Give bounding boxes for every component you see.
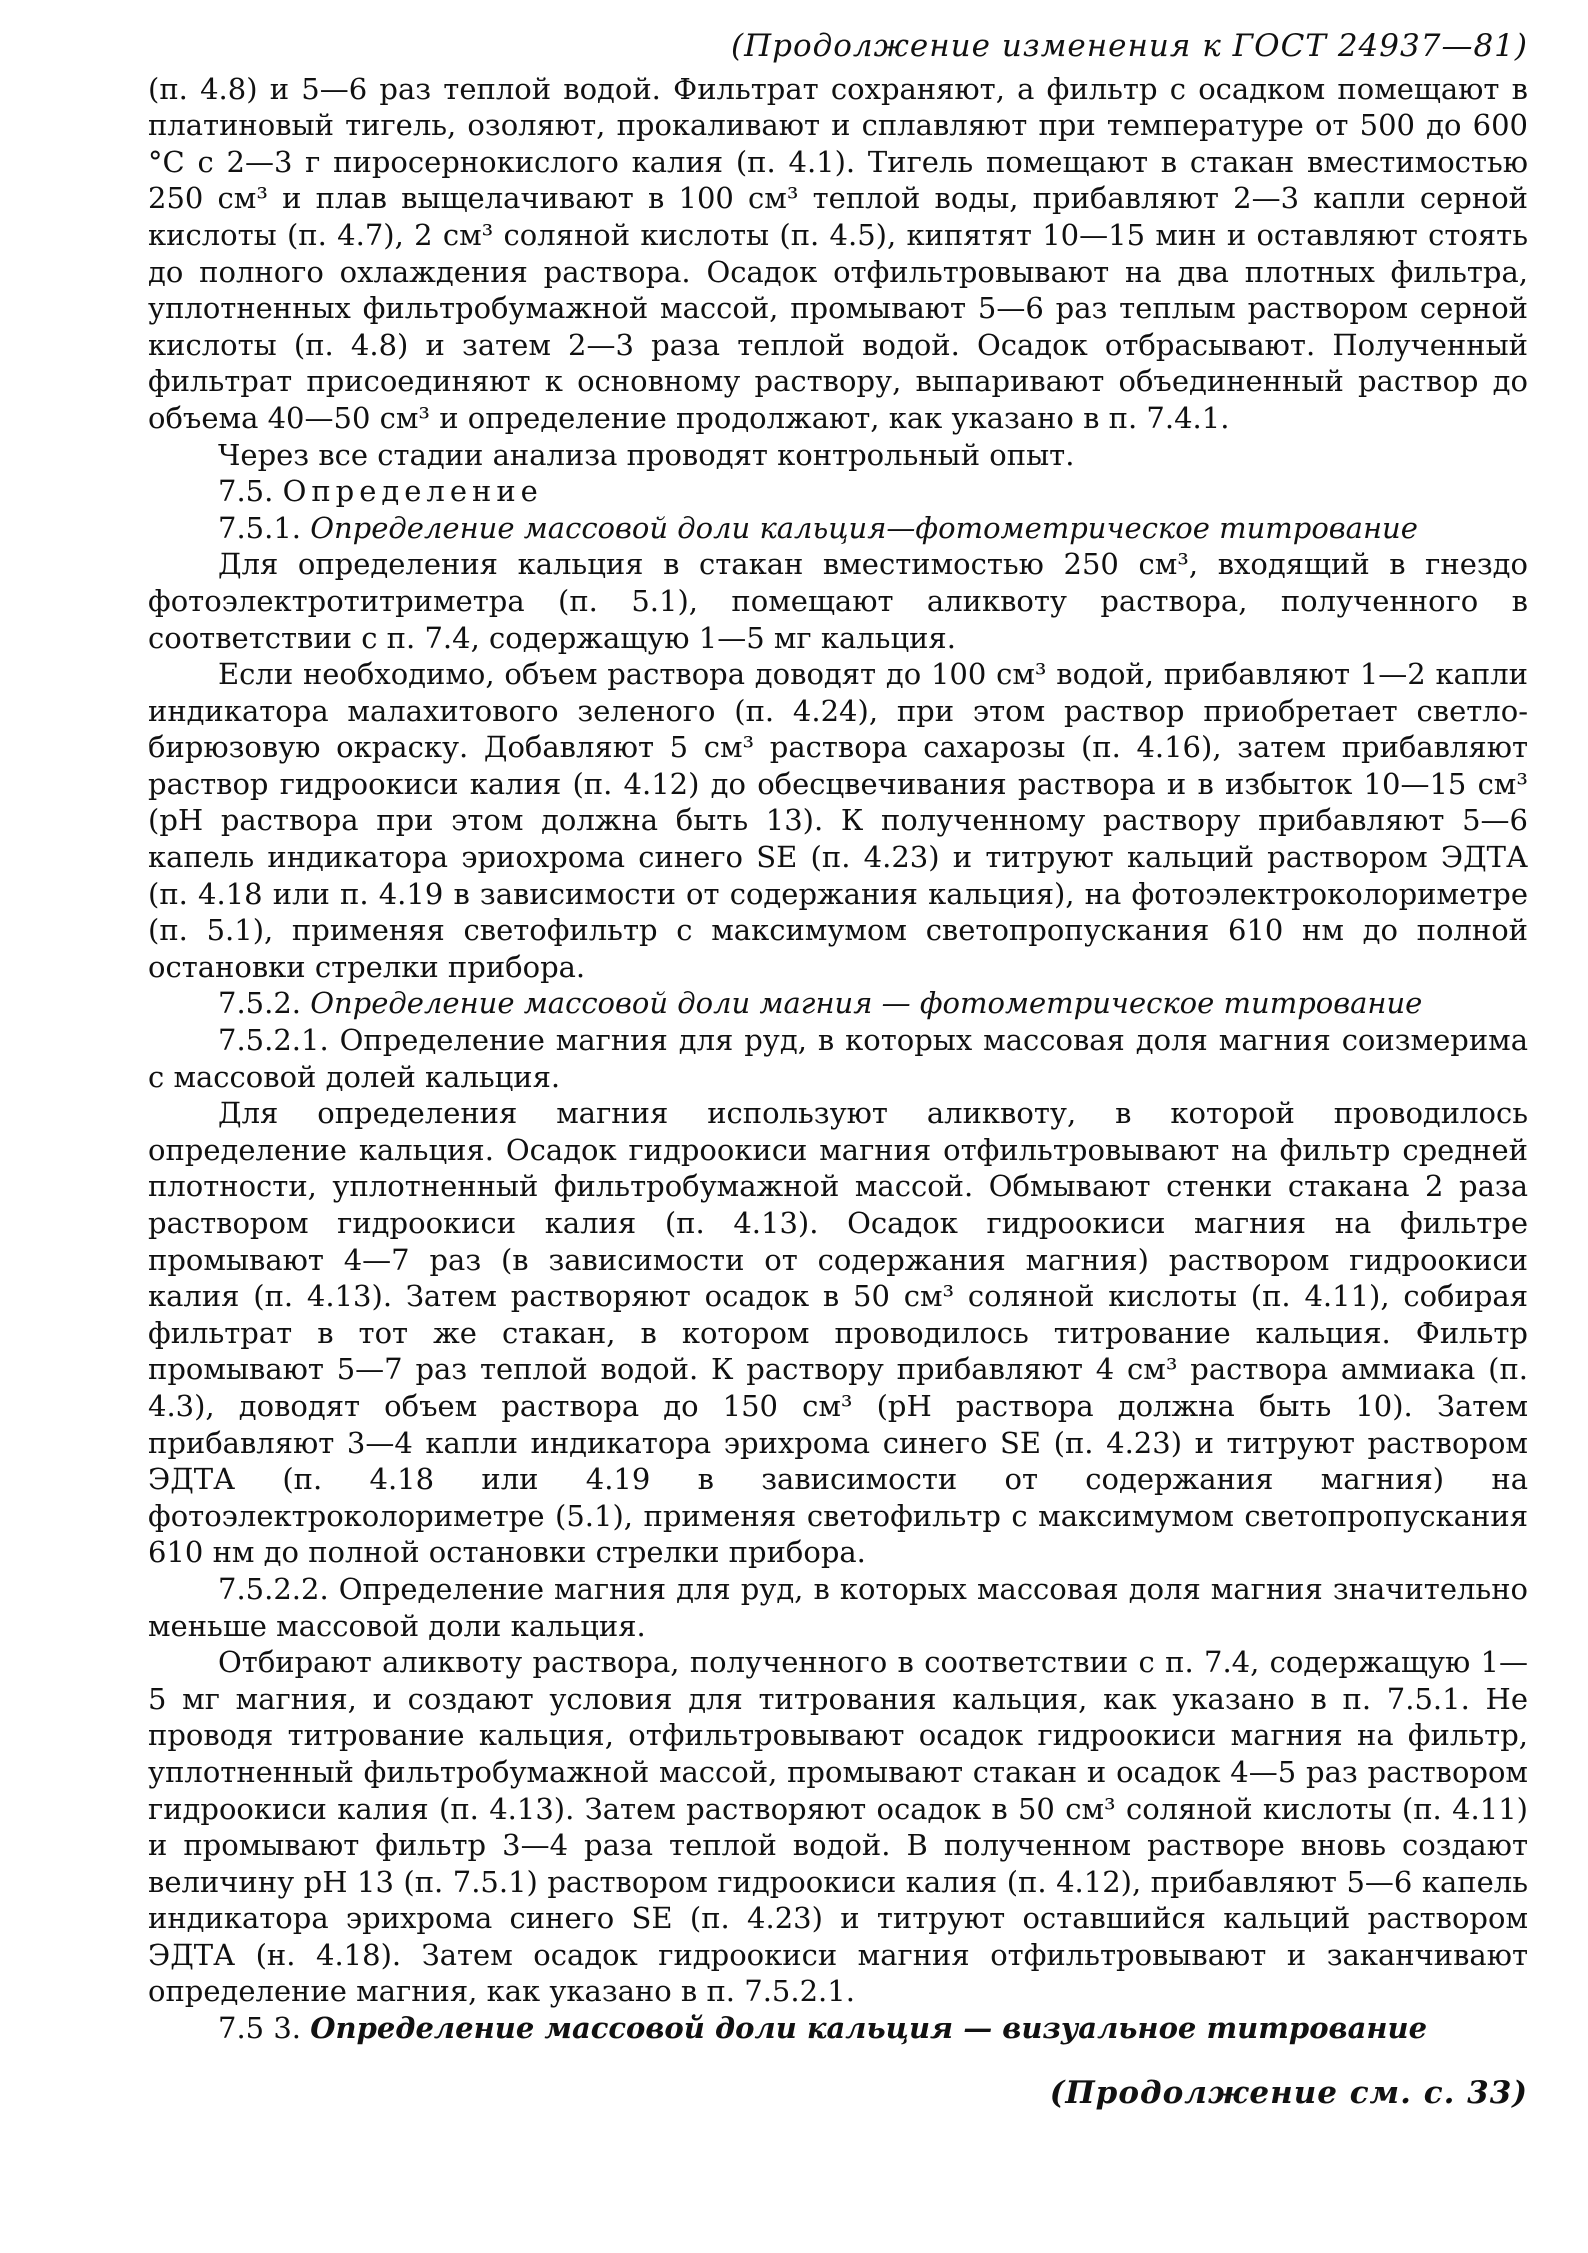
- paragraph-1: (п. 4.8) и 5—6 раз теплой водой. Фильтрат сохраняют, а фильтр с осадком помещают в платиновый тигель, озоляют, прокаливают и сплавляют при температуре от 500 до 600 °С с 2—3 г пиросернокислого калия (п. 4.1). Тигель помещают в стакан вместимостью 250 см³ и плав выщелачивают в 100 см³ теплой воды, прибавляют 2—3 капли серной кислоты (п. 4.7), 2 см³ соляной кислоты (п. 4.5), кипятят 10—15 мин и оставляют стоять до полного охлаждения раствора. Осадок отфильтровывают на два плотных фильтра, уплотненных фильтробумажной массой, промывают 5—6 раз теплым раствором серной кислоты (п. 4.8) и затем 2—3 раза теплой водой. Осадок отбрасывают. Полученный фильтрат присоединяют к основному раствору, выпаривают объединенный раствор до объема 40—50 см³ и определение продолжают, как указано в п. 7.4.1.: [148, 71, 1528, 435]
- section-number: 7.5.: [218, 474, 283, 509]
- paragraph-11: Отбирают аликвоту раствора, полученного в соответствии с п. 7.4, содержащую 1—5 мг магния, и создают условия для титрования кальция, как указано в п. 7.5.1. Не проводя титрование кальция, отфильтровывают осадок гидроокиси магния на фильтр, уплотненный фильтробумажной массой, промывают стакан и осадок 4—5 раз раствором гидроокиси калия (п. 4.13). Затем растворяют осадок в 50 см³ соляной кислоты (п. 4.11) и промывают фильтр 3—4 раза теплой водой. В полученном растворе вновь создают величину pH 13 (п. 7.5.1) раствором гидроокиси калия (п. 4.12), прибавляют 5—6 капель индикатора эрихрома синего SE (п. 4.23) и титруют оставшийся кальций раствором ЭДТА (н. 4.18). Затем осадок гидроокиси магния отфильтровывают и заканчивают определение магния, как указано в п. 7.5.2.1.: [148, 1645, 1528, 2009]
- section-title: Определение массовой доли кальция—фотометрическое титрование: [310, 510, 1418, 545]
- section-number: 7.5.2.: [218, 986, 311, 1021]
- section-heading-7-5-3: [148, 2010, 1528, 2047]
- paragraph-8: 7.5.2.1. Определение магния для руд, в которых массовая доля магния соизмерима с массовой долей кальция.: [148, 1023, 1528, 1094]
- section-heading-7-5-1: [148, 510, 1528, 547]
- section-number: 7.5 3.: [218, 2011, 311, 2046]
- paragraph-10: 7.5.2.2. Определение магния для руд, в которых массовая доля магния значительно меньше массовой доли кальция.: [148, 1571, 1528, 1643]
- page-header: (Продолжение изменения к ГОСТ 24937—81): [730, 28, 1528, 64]
- paragraph-2: Через все стадии анализа проводят контрольный опыт.: [218, 437, 1075, 472]
- section-heading-7-5-2: [148, 985, 1528, 1022]
- section-heading-7-5: [148, 473, 1528, 510]
- section-title: Определение массовой доли кальция — визуальное титрование: [310, 2011, 1428, 2046]
- section-title: Определение: [282, 474, 543, 509]
- paragraph-5: Для определения кальция в стакан вместимостью 250 см³, входящий в гнездо фотоэлектротитриметра (п. 5.1), помещают аликвоту раствора, полученного в соответствии с п. 7.4, содержащую 1—5 мг кальция.: [148, 547, 1528, 655]
- page-footer: (Продолжение см. с. 33): [1049, 2074, 1528, 2111]
- document-page: [148, 28, 1528, 2111]
- paragraph-9: Для определения магния используют аликвоту, в которой проводилось определение кальция. Осадок гидроокиси магния отфильтровывают на фильтр средней плотности, уплотненный фильтробумажной массой. Обмывают стенки стакана 2 раза раствором гидроокиси калия (п. 4.13). Осадок гидроокиси магния на фильтре промывают 4—7 раз (в зависимости от содержания магния) раствором гидроокиси калия (п. 4.13). Затем растворяют осадок в 50 см³ соляной кислоты (п. 4.11), собирая фильтрат в тот же стакан, в котором проводилось титрование кальция. Фильтр промывают 5—7 раз теплой водой. К раствору прибавляют 4 см³ раствора аммиака (п. 4.3), доводят объем раствора до 150 см³ (pH раствора должна быть 10). Затем прибавляют 3—4 капли индикатора эрихрома синего SE (п. 4.23) и титруют раствором ЭДТА (п. 4.18 или 4.19 в зависимости от содержания магния) на фотоэлектроколориметре (5.1), применяя светофильтр с максимумом светопропускания 610 нм до полной остановки стрелки прибора.: [148, 1096, 1528, 1570]
- section-number: 7.5.1.: [218, 510, 311, 545]
- section-title: Определение массовой доли магния — фотометрическое титрование: [310, 986, 1423, 1021]
- paragraph-6: Если необходимо, объем раствора доводят до 100 см³ водой, прибавляют 1—2 капли индикатора малахитового зеленого (п. 4.24), при этом раствор приобретает светло-бирюзовую окраску. Добавляют 5 см³ раствора сахарозы (п. 4.16), затем прибавляют раствор гидроокиси калия (п. 4.12) до обесцвечивания раствора и в избыток 10—15 см³ (pH раствора при этом должна быть 13). К полученному раствору прибавляют 5—6 капель индикатора эриохрома синего SE (п. 4.23) и титруют кальций раствором ЭДТА (п. 4.18 или п. 4.19 в зависимости от содержания кальция), на фотоэлектроколориметре (п. 5.1), применяя светофильтр с максимумом светопропускания 610 нм до полной остановки стрелки прибора.: [148, 657, 1528, 984]
